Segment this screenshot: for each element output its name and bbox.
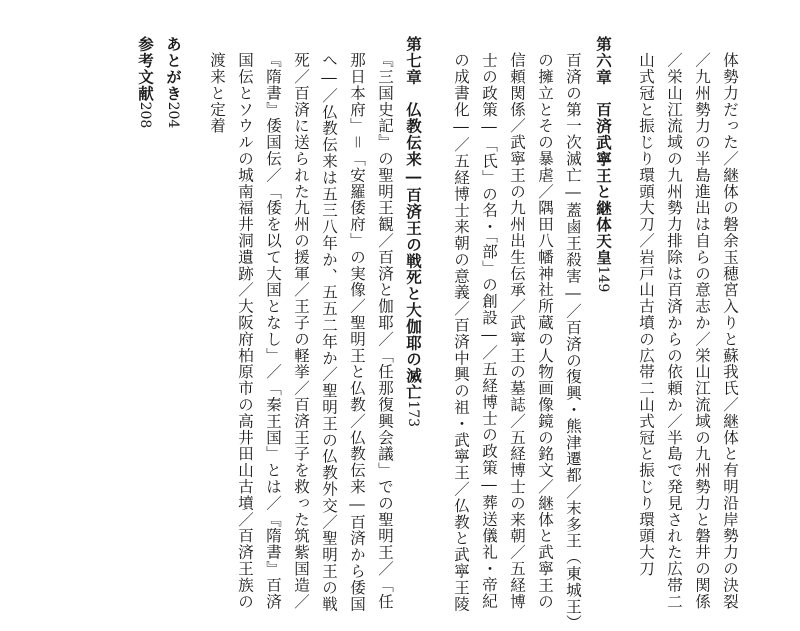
toc-line-16: 『隋書』倭国伝／「倭を以て大国となし」／「秦王国」とは／『隋書』百済 <box>264 52 282 610</box>
chapter-title: 第六章 百済武寧王と継体天皇 <box>594 36 613 266</box>
toc-line-3: ／栄山江流域の九州勢力排除は百済からの依頼か／半島で発見された広帯二 <box>665 52 683 610</box>
toc-line-12: 『三国史記』の聖明王観／百済と伽耶／「任那復興会議」での聖明王／「任 <box>376 52 394 610</box>
page-number: 149 <box>595 265 611 293</box>
toc-line-8: 信頼関係／武寧王の九州出生伝承／武寧王の墓誌／五経博士の来朝／五経博 <box>508 52 526 610</box>
toc-line-15: 死／百済に送られた九州の援軍／王子の軽挙／百済王子を救った筑紫国造／ <box>292 52 310 610</box>
toc-line-9: 士の政策―「氏」の名・「部」の創設―／五経博士の政策―葬送儀礼・帝紀 <box>480 52 498 610</box>
chapter-6-heading[interactable] <box>590 36 616 292</box>
toc-line-6: 百済の第一次滅亡―蓋鹵王殺害―／百済の復興・熊津遷都／末多王（東城王） <box>564 52 582 631</box>
toc-line-4: 山式冠と振じり環頭大刀／岩戸山古墳の広帯二山式冠と振じり環頭大刀 <box>637 52 655 577</box>
chapter-title: 第七章 仏教伝来―百済王の戦死と大伽耶の滅亡 <box>404 36 423 401</box>
entry-title: あとがき <box>164 36 183 102</box>
chapter-7-heading[interactable] <box>400 36 426 427</box>
toc-line-7: の擁立とその暴虐／隅田八幡神社所蔵の人物画像鏡の銘文／継体と武寧王の <box>536 52 554 610</box>
page-number: 204 <box>165 101 181 129</box>
toc-line-13: 那日本府」＝「安羅倭府」の実像／聖明王と仏教／仏教伝来―百済から倭国 <box>348 52 366 613</box>
references-entry[interactable] <box>132 36 158 128</box>
page-number: 208 <box>137 101 153 129</box>
toc-line-17: 国伝とソウルの城南福井洞遺跡／大阪府柏原市の高井田山古墳／百済王族の <box>236 52 254 610</box>
toc-line-2: ／九州勢力の半島進出は自らの意志か／栄山江流域の九州勢力と磐井の関係 <box>693 52 711 610</box>
toc-line-14: へ―／仏教伝来は五三八年か、五五二年か／聖明王の仏教外交／聖明王の戦 <box>320 52 338 613</box>
page-number: 173 <box>405 400 421 428</box>
toc-line-1: 体勢力だった／継体の磐余玉穂宮入りと蘇我氏／継体と有明沿岸勢力の決裂 <box>721 52 739 610</box>
afterword-entry[interactable] <box>160 36 186 128</box>
toc-line-18: 渡来と定着 <box>208 52 226 134</box>
toc-line-10: の成書化―／五経博士来朝の意義／百済中興の祖・武寧王／仏教と武寧王陵 <box>452 52 470 613</box>
entry-title: 参考文献 <box>136 36 155 102</box>
